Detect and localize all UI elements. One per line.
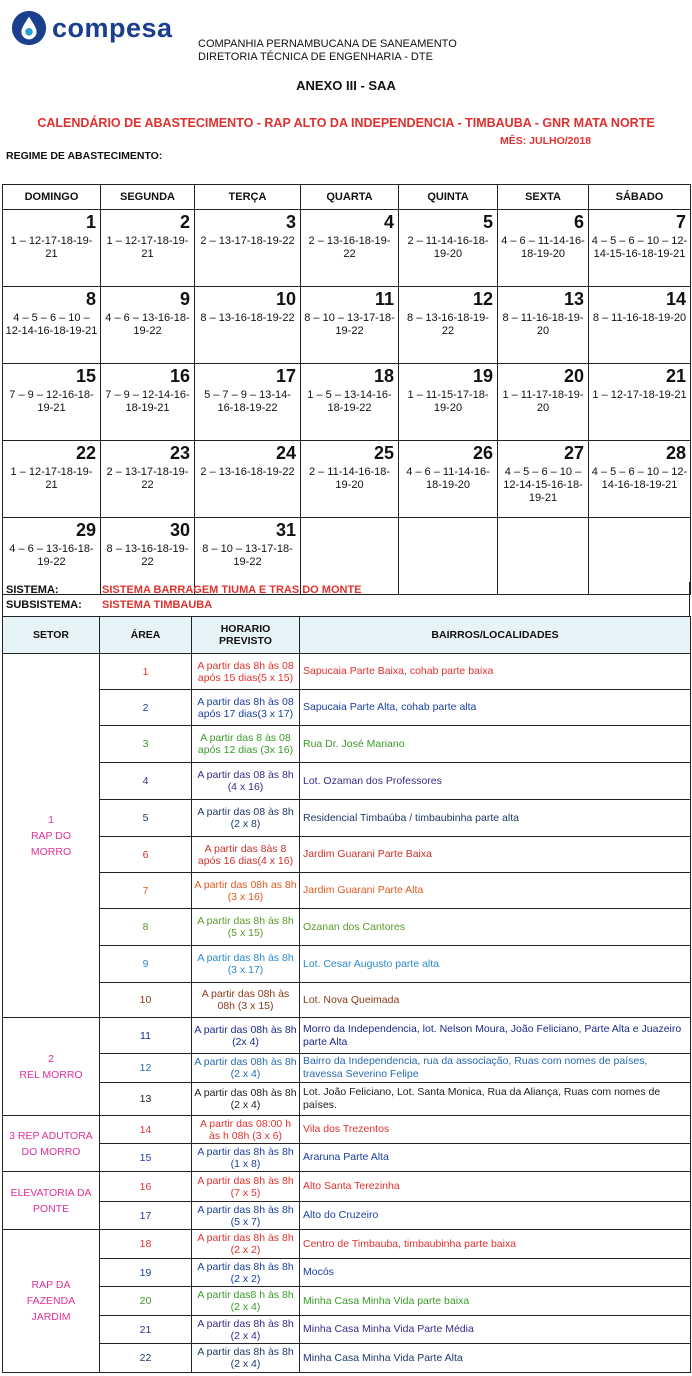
scheduled-hours: A partir das 08h às 8h (2x 4) [192, 1018, 300, 1054]
scheduled-hours: A partir das 8h às 8h (2 x 4) [192, 1344, 300, 1373]
area-number: 22 [100, 1344, 192, 1373]
scheduled-hours: A partir das 8h às 8h (2 x 4) [192, 1316, 300, 1344]
neighborhood-list: Mocós [300, 1259, 691, 1287]
day-areas: 2 – 13-16-18-19-22 [308, 235, 391, 260]
sectors-column-header: BAIRROS/LOCALIDADES [300, 617, 691, 654]
neighborhood-list: Araruna Parte Alta [300, 1144, 691, 1172]
day-number: 17 [275, 366, 296, 386]
calendar-day-cell [589, 441, 691, 518]
calendar-week-row [3, 287, 691, 364]
scheduled-hours: A partir das 8h às 08 após 17 dias(3 x 17) [192, 690, 300, 726]
scheduled-hours: A partir das 8h às 8h (5 x 15) [192, 909, 300, 946]
day-areas: 4 – 6 – 11-14-16-18-19-20 [406, 466, 490, 491]
sectors-column-header: SETOR [3, 617, 100, 654]
day-number: 13 [563, 289, 584, 309]
sector-area-row [3, 1018, 691, 1054]
regime-label: REGIME DE ABASTECIMENTO: [6, 150, 163, 162]
day-areas: 7 – 9 – 12-16-18-19-21 [9, 389, 94, 414]
day-number: 16 [169, 366, 190, 386]
area-number: 6 [100, 837, 192, 873]
weekday-header: SÁBADO [589, 185, 691, 210]
area-number: 13 [100, 1083, 192, 1116]
day-number: 9 [179, 289, 190, 309]
area-number: 19 [100, 1259, 192, 1287]
sector-area-row [3, 1054, 691, 1083]
calendar-day-cell [301, 364, 399, 441]
area-number: 11 [100, 1018, 192, 1054]
sector-name: 3 REP ADUTORA DO MORRO [3, 1116, 100, 1172]
calendar-day-cell [498, 364, 589, 441]
sector-area-row [3, 690, 691, 726]
day-number: 8 [85, 289, 96, 309]
day-number: 28 [665, 443, 686, 463]
calendar-day-cell [3, 364, 101, 441]
weekday-header: DOMINGO [3, 185, 101, 210]
day-areas [589, 520, 690, 523]
sector-area-row [3, 1259, 691, 1287]
sector-area-row [3, 1144, 691, 1172]
day-number: 21 [665, 366, 686, 386]
sector-area-row [3, 909, 691, 946]
weekday-header: SEXTA [498, 185, 589, 210]
area-number: 21 [100, 1316, 192, 1344]
calendar-day-cell [101, 441, 195, 518]
area-number: 16 [100, 1172, 192, 1202]
sectors-column-header: ÁREA [100, 617, 192, 654]
calendar-week-row [3, 210, 691, 287]
area-number: 7 [100, 873, 192, 909]
area-number: 2 [100, 690, 192, 726]
day-areas: 7 – 9 – 12-14-16-18-19-21 [105, 389, 190, 414]
day-number: 31 [275, 520, 296, 540]
calendar-week-row [3, 364, 691, 441]
day-number: 18 [373, 366, 394, 386]
day-number: 29 [75, 520, 96, 540]
sector-area-row [3, 1083, 691, 1116]
area-number: 1 [100, 654, 192, 690]
scheduled-hours: A partir das 8 às 08 após 12 dias (3x 16) [192, 726, 300, 763]
weekday-header: TERÇA [195, 185, 301, 210]
day-areas: 2 – 11-14-16-18-19-20 [407, 235, 489, 260]
sector-area-row [3, 763, 691, 800]
sector-name: RAP DA FAZENDA JARDIM [3, 1230, 100, 1373]
day-areas: 2 – 11-14-16-18-19-20 [308, 466, 391, 491]
scheduled-hours: A partir das 8h às 8h (2 x 2) [192, 1259, 300, 1287]
calendar-day-cell [399, 364, 498, 441]
day-number: 7 [675, 212, 686, 232]
calendar-day-cell [589, 287, 691, 364]
day-number: 11 [374, 289, 394, 309]
area-number: 4 [100, 763, 192, 800]
day-areas [498, 520, 588, 523]
sector-area-row [3, 946, 691, 983]
area-number: 3 [100, 726, 192, 763]
neighborhood-list: Rua Dr. José Mariano [300, 726, 691, 763]
neighborhood-list: Minha Casa Minha Vida parte baixa [300, 1287, 691, 1316]
annex-title: ANEXO III - SAA [296, 78, 396, 93]
calendar-title: CALENDÁRIO DE ABASTECIMENTO - RAP ALTO DA INDEPENDENCIA - TIMBAUBA - GNR MATA NORTE [37, 116, 655, 130]
sector-name: 2 REL MORRO [3, 1018, 100, 1116]
day-areas: 1 – 12-17-18-19-21 [10, 466, 93, 491]
calendar-day-cell [301, 287, 399, 364]
calendar-day-cell [195, 287, 301, 364]
document-header [0, 0, 692, 190]
sector-area-row [3, 1116, 691, 1144]
day-areas: 8 – 11-16-18-19-20 [592, 312, 687, 324]
calendar-day-cell [3, 287, 101, 364]
day-areas: 2 – 13-17-18-19-22 [106, 466, 189, 491]
calendar-week-row [3, 441, 691, 518]
area-number: 17 [100, 1202, 192, 1230]
calendar-day-cell [399, 210, 498, 287]
sectors-table [2, 616, 691, 1373]
sectors-header-row [3, 617, 691, 654]
neighborhood-list: Minha Casa Minha Vida Parte Alta [300, 1344, 691, 1373]
area-number: 8 [100, 909, 192, 946]
day-areas: 4 – 5 – 6 – 10 – 12-14-15-16-18-19-21 [503, 466, 583, 504]
day-number: 3 [285, 212, 296, 232]
sector-name: ELEVATORIA DA PONTE [3, 1172, 100, 1230]
calendar-day-cell [301, 210, 399, 287]
scheduled-hours: A partir das 08h às 08h (3 x 15) [192, 983, 300, 1018]
day-areas: 1 – 11-17-18-19-20 [502, 389, 584, 414]
day-areas: 8 – 10 – 13-17-18-19-22 [304, 312, 395, 337]
day-number: 4 [383, 212, 394, 232]
calendar-day-cell [399, 441, 498, 518]
sectors-column-header: HORARIO PREVISTO [192, 617, 300, 654]
sector-area-row [3, 800, 691, 837]
sistema-value: SISTEMA BARRAGEM TIUMA E TRAS DO MONTE [102, 584, 362, 596]
sector-area-row [3, 1202, 691, 1230]
weekday-header: QUARTA [301, 185, 399, 210]
area-number: 12 [100, 1054, 192, 1083]
calendar-day-cell [498, 287, 589, 364]
calendar-day-cell [101, 364, 195, 441]
day-number: 22 [75, 443, 96, 463]
day-number: 5 [482, 212, 493, 232]
scheduled-hours: A partir das 8às 8 após 16 dias(4 x 16) [192, 837, 300, 873]
day-areas: 5 – 7 – 9 – 13-14-16-18-19-22 [204, 389, 291, 414]
system-info [2, 582, 690, 617]
compesa-logo [10, 8, 173, 48]
day-number: 6 [573, 212, 584, 232]
day-number: 12 [472, 289, 493, 309]
day-areas: 8 – 13-16-18-19-22 [200, 312, 295, 324]
day-areas: 4 – 6 – 13-16-18-19-22 [105, 312, 190, 337]
sector-area-row [3, 837, 691, 873]
area-number: 18 [100, 1230, 192, 1259]
month-label: MÊS: JULHO/2018 [500, 135, 592, 147]
calendar-day-cell [3, 441, 101, 518]
sector-area-row [3, 726, 691, 763]
scheduled-hours: A partir das 08:00 h às h 08h (3 x 6) [192, 1116, 300, 1144]
sector-area-row [3, 1287, 691, 1316]
neighborhood-list: Morro da Independencia, lot. Nelson Moura, João Feliciano, Parte Alta e Juazeiro parte Alta [300, 1018, 691, 1054]
sector-area-row [3, 983, 691, 1018]
neighborhood-list: Lot. Cesar Augusto parte alta [300, 946, 691, 983]
day-number: 30 [169, 520, 190, 540]
neighborhood-list: Centro de Timbauba, timbaubinha parte baixa [300, 1230, 691, 1259]
day-number: 27 [563, 443, 584, 463]
area-number: 9 [100, 946, 192, 983]
day-areas: 1 – 12-17-18-19-21 [10, 235, 93, 260]
scheduled-hours: A partir das 8h às 8h (1 x 8) [192, 1144, 300, 1172]
neighborhood-list: Alto do Cruzeiro [300, 1202, 691, 1230]
sistema-label: SISTEMA: [6, 584, 59, 596]
neighborhood-list: Minha Casa Minha Vida Parte Média [300, 1316, 691, 1344]
day-number: 19 [472, 366, 493, 386]
sector-area-row [3, 1316, 691, 1344]
calendar-day-cell [498, 441, 589, 518]
neighborhood-list: Vila dos Trezentos [300, 1116, 691, 1144]
calendar-day-cell [589, 364, 691, 441]
calendar-day-cell [301, 441, 399, 518]
day-areas: 4 – 5 – 6 – 10 – 12-14-16-18-19-21 [5, 312, 98, 337]
calendar-day-cell [3, 210, 101, 287]
scheduled-hours: A partir das 08 às 8h (2 x 8) [192, 800, 300, 837]
neighborhood-list: Jardim Guarani Parte Baixa [300, 837, 691, 873]
day-areas: 8 – 13-16-18-19-22 [407, 312, 489, 337]
calendar-day-cell [101, 210, 195, 287]
day-areas: 8 – 13-16-18-19-22 [106, 543, 189, 568]
calendar-day-cell [589, 210, 691, 287]
neighborhood-list: Bairro da Independencia, rua da associação, Ruas com nomes de países, travessa Severino Felipe [300, 1054, 691, 1083]
scheduled-hours: A partir das 8h às 8h (2 x 2) [192, 1230, 300, 1259]
day-areas: 1 – 12-17-18-19-21 [106, 235, 189, 260]
scheduled-hours: A partir das8 h às 8h (2 x 4) [192, 1287, 300, 1316]
area-number: 5 [100, 800, 192, 837]
day-number: 23 [169, 443, 190, 463]
day-number: 20 [563, 366, 584, 386]
scheduled-hours: A partir das 08 às 8h (4 x 16) [192, 763, 300, 800]
company-line2: DIRETORIA TÉCNICA DE ENGENHARIA - DTE [198, 51, 433, 63]
day-areas: 1 – 5 – 13-14-16-18-19-22 [307, 389, 392, 414]
calendar-day-cell [399, 287, 498, 364]
calendar-day-cell [101, 287, 195, 364]
day-areas: 8 – 10 – 13-17-18-19-22 [202, 543, 293, 568]
sector-name: 1 RAP DO MORRO [3, 654, 100, 1018]
day-areas: 2 – 13-16-18-19-22 [200, 466, 295, 478]
day-areas: 4 – 6 – 13-16-18-19-22 [9, 543, 94, 568]
day-areas: 2 – 13-17-18-19-22 [200, 235, 295, 247]
area-number: 20 [100, 1287, 192, 1316]
scheduled-hours: A partir das 08h às 8h (2 x 4) [192, 1054, 300, 1083]
neighborhood-list: Jardim Guarani Parte Alta [300, 873, 691, 909]
day-number: 26 [472, 443, 493, 463]
day-areas [399, 520, 497, 523]
logo-text: compesa [52, 12, 173, 43]
weekday-header: QUINTA [399, 185, 498, 210]
day-areas: 1 – 11-15-17-18-19-20 [407, 389, 489, 414]
calendar-day-cell [498, 210, 589, 287]
neighborhood-list: Residencial Timbaúba / timbaubinha parte alta [300, 800, 691, 837]
day-number: 1 [85, 212, 96, 232]
day-number: 24 [275, 443, 296, 463]
day-number: 25 [373, 443, 394, 463]
weekday-header-row [3, 185, 691, 210]
sector-area-row [3, 873, 691, 909]
sector-area-row [3, 654, 691, 690]
day-number: 10 [275, 289, 296, 309]
area-number: 14 [100, 1116, 192, 1144]
scheduled-hours: A partir das 8h às 8h (3 x 17) [192, 946, 300, 983]
day-number: 15 [75, 366, 96, 386]
neighborhood-list: Ozanan dos Cantores [300, 909, 691, 946]
day-areas: 4 – 6 – 11-14-16-18-19-20 [501, 235, 585, 260]
calendar-day-cell [195, 210, 301, 287]
neighborhood-list: Alto Santa Terezinha [300, 1172, 691, 1202]
scheduled-hours: A partir das 8h às 8h (7 x 5) [192, 1172, 300, 1202]
company-name [198, 38, 457, 64]
neighborhood-list: Sapucaia Parte Baixa, cohab parte baixa [300, 654, 691, 690]
day-areas: 4 – 5 – 6 – 10 – 12-14-16-18-19-21 [591, 466, 688, 491]
area-number: 10 [100, 983, 192, 1018]
subsistema-label: SUBSISTEMA: [6, 599, 82, 611]
neighborhood-list: Sapucaia Parte Alta, cohab parte alta [300, 690, 691, 726]
calendar-day-cell [195, 441, 301, 518]
day-areas [301, 520, 398, 523]
day-areas: 4 – 5 – 6 – 10 – 12-14-15-16-18-19-21 [591, 235, 688, 260]
sector-area-row [3, 1344, 691, 1373]
scheduled-hours: A partir das 08h às 8h (2 x 4) [192, 1083, 300, 1116]
subsistema-value: SISTEMA TIMBAUBA [102, 599, 213, 611]
scheduled-hours: A partir das 8h às 8h (5 x 7) [192, 1202, 300, 1230]
sector-area-row [3, 1172, 691, 1202]
company-line1: COMPANHIA PERNAMBUCANA DE SANEAMENTO [198, 38, 457, 50]
day-number: 14 [665, 289, 686, 309]
water-drop-icon [10, 9, 48, 47]
scheduled-hours: A partir das 8h às 08 após 15 dias(5 x 15) [192, 654, 300, 690]
area-number: 15 [100, 1144, 192, 1172]
scheduled-hours: A partir das 08h as 8h (3 x 16) [192, 873, 300, 909]
sector-area-row [3, 1230, 691, 1259]
neighborhood-list: Lot. Ozaman dos Professores [300, 763, 691, 800]
day-areas: 1 – 12-17-18-19-21 [592, 389, 687, 401]
calendar-day-cell [195, 364, 301, 441]
neighborhood-list: Lot. Nova Queimada [300, 983, 691, 1018]
neighborhood-list: Lot. João Feliciano, Lot. Santa Monica, Rua da Aliança, Ruas com nomes de países. [300, 1083, 691, 1116]
day-areas: 8 – 11-16-18-19-20 [502, 312, 584, 337]
supply-calendar [2, 184, 691, 595]
weekday-header: SEGUNDA [101, 185, 195, 210]
day-number: 2 [179, 212, 190, 232]
